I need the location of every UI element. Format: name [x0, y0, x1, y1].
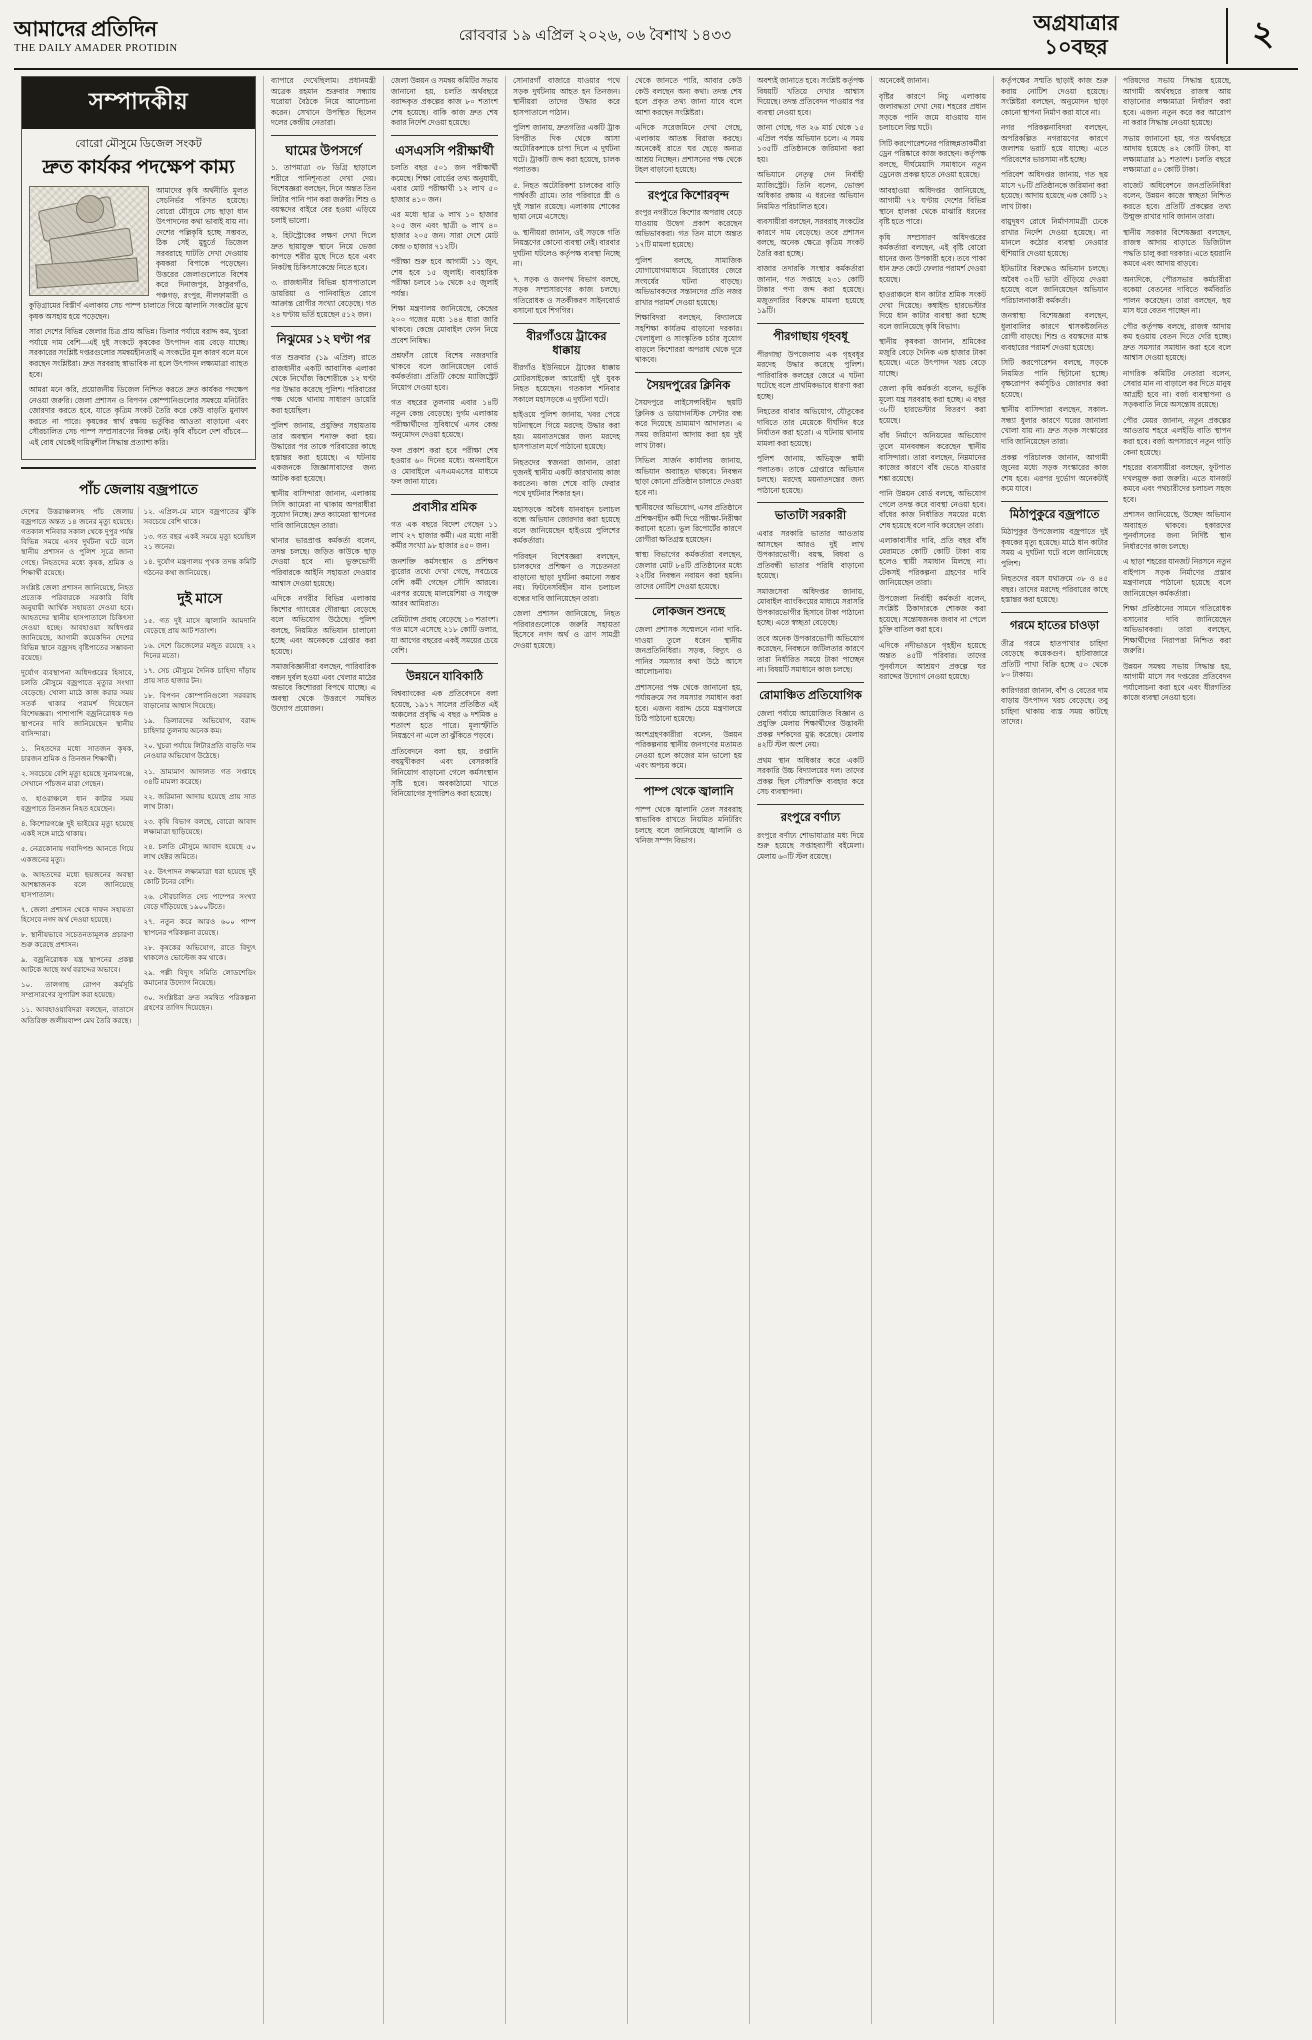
col1-list-item: ৩০. সংশ্লিষ্টরা দ্রুত সমন্বিত পরিকল্পনা গ্রহণের তাগিদ দিয়েছেন। [143, 993, 256, 1013]
col6-para-2: অভিযানে নেতৃত্ব দেন নির্বাহী ম্যাজিস্ট্রেট। তিনি বলেন, ভোক্তা অধিকার রক্ষায় এ ধরনের অভিযান নিয়মিত পরিচালিত হবে। [757, 170, 864, 211]
col7-para-1: বৃষ্টির কারণে নিচু এলাকায় জলাবদ্ধতা দেখা দেয়। শহরের প্রধান সড়কে পানি জমে যাওয়ায় যান চলাচলে বিঘ্ন ঘটে। [879, 91, 986, 133]
col6-para-10: তবে অনেক উপকারভোগী অভিযোগ করেছেন, নিবন্ধনে জটিলতার কারণে তারা নির্ধারিত সময়ে টাকা পাচ্ছেন না। বিষয়টি সমাধানে কাজ চলছে। [757, 633, 864, 675]
col7-para-3: আবহাওয়া অধিদপ্তর জানিয়েছে, আগামী ৭২ ঘণ্টায় দেশের বিভিন্ন স্থানে হালকা থেকে মাঝারি ধরনের বৃষ্টি হতে পারে। [879, 185, 986, 227]
col6-para-11: জেলা পর্যায়ে আয়োজিত বিজ্ঞান ও প্রযুক্তি মেলায় শিক্ষার্থীদের উদ্ভাবনী প্রকল্প দর্শকদের মুগ্ধ করেছে। মেলায় ৪২টি স্টল অংশ নেয়। [757, 708, 864, 750]
col1-list-item: ২৩. কৃষি বিভাগ বলছে, বোরো আবাদ লক্ষ্যমাত্রা ছাড়িয়েছে। [143, 817, 256, 836]
col3-para-12: প্রতিবেদনে বলা হয়, রপ্তানি বহুমুখীকরণ এবং বেসরকারি বিনিয়োগ বাড়ানো গেলে কর্মসংস্থান সৃষ্টি হবে। অবকাঠামো খাতে বিনিয়োগের সুপারিশও করা হয়েছে। [391, 746, 498, 799]
col8-para-10: নিহতদের বয়স যথাক্রমে ৩৮ ও ৪৫ বছর। তাদের মরদেহ পরিবারের কাছে হস্তান্তর করা হয়েছে। [1001, 574, 1108, 605]
col7-para-12: এদিকে নদীভাঙনে গৃহহীন হয়েছে অন্তত ৪৫টি পরিবার। তাদের পুনর্বাসনে আশ্রয়ণ প্রকল্পে ঘর বরাদ্দের উদ্যোগ নেওয়া হয়েছে। [879, 640, 986, 682]
col1-list-item: ১৩. গত বছর একই সময়ে মৃত্যু হয়েছিল ২১ জনের। [143, 533, 256, 552]
editorial-body [22, 186, 255, 448]
col6-para-6: নিহতের বাবার অভিযোগ, যৌতুকের দাবিতে তার মেয়েকে দীর্ঘদিন ধরে নির্যাতন করা হতো। এ ঘটনায় থানায় মামলা করা হয়েছে। [757, 407, 864, 448]
col1-para-2: সংশ্লিষ্ট জেলা প্রশাসন জানিয়েছে, নিহত প্রত্যেক পরিবারকে সরকারি বিধি অনুযায়ী আর্থিক সহায়তা দেওয়া হবে। আহতদের স্থানীয় হাসপাতালে চিকিৎসা দেওয়া হচ্ছে। আবহাওয়া অধিদপ্তর জানিয়েছে, আগামী কয়েকদিন দেশের বিভিন্ন স্থানে বজ্রসহ বৃষ্টিপাতের সম্ভাবনা রয়েছে। [21, 583, 134, 663]
col5-heading-4: পাম্প থেকে জ্বালানি [643, 785, 734, 798]
col3-para-9: জনশক্তি কর্মসংস্থান ও প্রশিক্ষণ ব্যুরোর তথ্যে দেখা গেছে, সবচেয়ে বেশি কর্মী গেছেন সৌদি আরবে। এরপর রয়েছে মালয়েশিয়া ও সংযুক্ত আরব আমিরাত। [391, 556, 498, 609]
col7-para-9: পানি উন্নয়ন বোর্ড বলছে, অভিযোগ পেলে তদন্ত করে ব্যবস্থা নেওয়া হবে। বাঁধের কাজ নির্ধারিত সময়ের মধ্যে শেষ হয়েছে বলে দাবি করেছেন তারা। [879, 489, 986, 530]
col2-para-1: ১. তাপমাত্রা ৩৮ ডিগ্রি ছাড়ালে শরীরে পানিশূন্যতা দেখা দেয়। বিশেষজ্ঞরা বলছেন, দিনে অন্তত তিন লিটার পানি পান করা জরুরি। শিশু ও বয়স্কদের বাইরে বের হওয়া এড়িয়ে চলাই ভালো। [271, 163, 376, 225]
col9-para-4: অন্যদিকে, পৌরসভার কর্মচারীরা বকেয়া বেতনের দাবিতে কর্মবিরতি পালন করেছেন। তারা বলছেন, ছয় মাস ধরে বেতন পাচ্ছেন না। [1123, 274, 1231, 316]
editorial-kicker: বোরো মৌসুমে ডিজেল সংকট [75, 138, 202, 150]
col1-list-item: ১২. এপ্রিল-মে মাসে বজ্রপাতের ঝুঁকি সবচেয়ে বেশি থাকে। [143, 508, 256, 527]
masthead [14, 8, 1298, 70]
col4-para-2: ৫. নিহত অটোরিকশা চালকের বাড়ি পার্শ্ববর্তী গ্রামে। তার পরিবারে স্ত্রী ও দুই সন্তান রয়েছে। এলাকায় শোকের ছায়া নেমে এসেছে। [513, 180, 620, 222]
publication-date: রোববার ১৯ এপ্রিল ২০২৬, ০৬ বৈশাখ ১৪৩৩ [458, 27, 732, 44]
col7-para-10: এলাকাবাসীর দাবি, প্রতি বছর বাঁধ মেরামতে কোটি কোটি টাকা ব্যয় হলেও স্থায়ী সমাধান মিলছে না। টেকসই পরিকল্পনা গ্রহণের দাবি জানিয়েছেন তারা। [879, 536, 986, 588]
col1-list-item: ৬. আহতদের মধ্যে ছয়জনের অবস্থা আশঙ্কাজনক বলে জানিয়েছে হাসপাতাল। [21, 870, 134, 899]
col1-list-item: ৭. জেলা প্রশাসন থেকে দাফন সহায়তা হিসেবে নগদ অর্থ দেওয়া হয়েছে। [21, 905, 134, 924]
column-5 [628, 76, 750, 2024]
col1-para-3: দুর্যোগ ব্যবস্থাপনা অধিদপ্তরের হিসাবে, চলতি মৌসুমে বজ্রপাতে মৃত্যুর সংখ্যা বেড়েছে। খোলা মাঠে কাজ করার সময় সতর্ক থাকার পরামর্শ দিয়েছেন বিশেষজ্ঞরা। পাশাপাশি বজ্রনিরোধক দণ্ড স্থাপনের দাবি জানিয়েছেন স্থানীয় বাসিন্দারা। [21, 669, 134, 738]
col1-list-item: ২১. ভ্রাম্যমাণ আদালত গত সপ্তাহে ৩৪টি মামলা করেছে। [143, 767, 256, 786]
col3-heading-2: প্রবাসীর শ্রমিক [412, 501, 477, 514]
col6-heading-1: পীরগাছায় গৃহবধূ [773, 330, 848, 343]
col6-para-1: জানা গেছে, গত ২৬ মার্চ থেকে ১৫ এপ্রিল পর্যন্ত অভিযান চলে। এ সময় ১৩৫টি প্রতিষ্ঠানকে জরিমানা করা হয়। [757, 123, 864, 164]
col9-para-1: সভায় জানানো হয়, গত অর্থবছরে আদায় হয়েছে ৪২ কোটি টাকা, যা লক্ষ্যমাত্রার ৯১ শতাংশ। চলতি বছরে লক্ষ্যমাত্রা ৫০ কোটি টাকা। [1123, 133, 1231, 175]
col2-lead-para: ব্যাপারে দেখেছিলাম। প্রধানমন্ত্রী অত্রেক রহমান শুক্রবার সন্ধ্যায় ঘরোয়া বৈঠকে নিয়ে আলোচনা করেন। সেখানে উপস্থিত ছিলেন দলের কেন্দ্রীয় নেতারা। [271, 76, 376, 128]
col9-para-2: বাজেট অধিবেশনে জনপ্রতিনিধিরা বলেন, উন্নয়ন কাজে স্বচ্ছতা নিশ্চিত করতে হবে। প্রতিটি প্রকল্পের তথ্য উন্মুক্ত রাখার দাবি জানান তারা। [1123, 180, 1231, 222]
col4-para-7: নিহতদের স্বজনরা জানান, তারা দুজনই স্থানীয় একটি কারখানায় কাজ করতেন। কাজ শেষে বাড়ি ফেরার পথে দুর্ঘটনার শিকার হন। [513, 457, 620, 499]
editorial-box [21, 76, 256, 460]
col6-heading-3: রোমাঞ্চিত প্রতিযোগিক [759, 689, 862, 702]
col1-list-item: ১৮. বিপণন কোম্পানিগুলো সরবরাহ বাড়ানোর আশ্বাস দিয়েছে। [143, 692, 256, 711]
col5-para-10: প্রশাসনের পক্ষ থেকে জানানো হয়, পর্যায়ক্রমে সব সমস্যার সমাধান করা হবে। এজন্য বরাদ্দ চেয়ে মন্ত্রণালয়ে চিঠি পাঠানো হয়েছে। [635, 682, 742, 724]
col8-para-3: বায়ুদূষণ রোধে নির্মাণসামগ্রী ঢেকে রাখার নির্দেশ দেওয়া হয়েছে। না মানলে কঠোর ব্যবস্থা নেওয়ার হুঁশিয়ারি দেওয়া হয়েছে। [1001, 217, 1108, 258]
column-3 [384, 76, 506, 2024]
col7-para-11: উপজেলা নির্বাহী কর্মকর্তা বলেন, সংশ্লিষ্ট ঠিকাদারকে শোকজ করা হয়েছে। সন্তোষজনক জবাব না পেলে চুক্তি বাতিল করা হবে। [879, 593, 986, 635]
col9-para-6: নাগরিক কমিটির নেতারা বলেন, সেবার মান না বাড়ালে কর দিতে মানুষ আগ্রহী হবে না। বর্জ্য ব্যবস্থাপনা ও সড়কবাতি নিয়ে অসন্তোষ রয়েছে। [1123, 368, 1231, 410]
col6-lead-para: অবশ্যই জানাতে হবে। সংশ্লিষ্ট কর্তৃপক্ষ বিষয়টি খতিয়ে দেখার আশ্বাস দিয়েছে। তদন্ত প্রতিবেদন পাওয়ার পর ব্যবস্থা নেওয়া হবে। [757, 76, 864, 117]
col3-para-1: চলতি বছর ৫০১ জন পরীক্ষার্থী কমেছে। শিক্ষা বোর্ডের তথ্য অনুযায়ী, এবার মোট পরীক্ষার্থী ১২ লাখ ৫০ হাজার ৪১০ জন। [391, 163, 498, 204]
col1-article-1 [21, 507, 256, 1026]
col8-para-2: পরিবেশ অধিদপ্তর জানায়, গত ছয় মাসে ৭৮টি প্রতিষ্ঠানকে জরিমানা করা হয়েছে। আদায় হয়েছে এক কোটি ১২ লাখ টাকা। [1001, 170, 1108, 211]
col4-para-5: বীরগাঁও ইউনিয়নে ট্রাকের ধাক্কায় মোটরসাইকেল আরোহী দুই যুবক নিহত হয়েছেন। গতকাল শনিবার সকালে মহাসড়কে এ দুর্ঘটনা ঘটে। [513, 363, 620, 404]
col7-para-5: হাওরাঞ্চলে ধান কাটার শ্রমিক সংকট দেখা দিয়েছে। কম্বাইন্ড হারভেস্টার দিয়ে ধান কাটার ব্যবস্থা করা হচ্ছে বলে জানিয়েছে কৃষি বিভাগ। [879, 290, 986, 331]
col8-para-12: কারিগররা জানান, বাঁশ ও বেতের দাম বাড়ায় উৎপাদন খরচ বেড়েছে। তবু চাহিদা থাকায় ব্যস্ত সময় কাটছে তাদের। [1001, 685, 1108, 727]
col6-para-8: এবার সরকারি ভাতার আওতায় আসছেন আরও দুই লাখ উপকারভোগী। বয়স্ক, বিধবা ও প্রতিবন্ধী ভাতার পরিধি বাড়ানো হয়েছে। [757, 529, 864, 581]
col8-para-11: তীব্র গরমে হাতপাখার চাহিদা বেড়েছে কয়েকগুণ। হাটবাজারে প্রতিটি পাখা বিক্রি হচ্ছে ৫০ থেকে ৮০ টাকায়। [1001, 638, 1108, 680]
col2-para-6: স্থানীয় বাসিন্দারা জানান, এলাকায় সিসি ক্যামেরা না থাকায় অপরাধীরা সুযোগ নিচ্ছে। দ্রুত ক্যামেরা স্থাপনের দাবি জানিয়েছেন তারা। [271, 489, 376, 530]
col1-list-item: ১৪. দুর্যোগ মন্ত্রণালয় পৃথক তদন্ত কমিটি গঠনের কথা জানিয়েছে। [143, 558, 256, 577]
col4-lead-para: সোনারগাঁ বাজারে যাওয়ার পথে সড়ক দুর্ঘটনায় আহত হন তিনজন। স্থানীয়রা তাদের উদ্ধার করে হাসপাতালে পাঠান। [513, 76, 620, 117]
col4-para-3: ৬. স্থানীয়রা জানান, ওই সড়কে গতি নিয়ন্ত্রণের কোনো ব্যবস্থা নেই। বারবার দুর্ঘটনা ঘটলেও কর্তৃপক্ষ ব্যবস্থা নিচ্ছে না। [513, 227, 620, 269]
newspaper-logo-english: THE DAILY AMADER PROTIDIN [14, 42, 178, 54]
col1-list-item: ১১. আবহাওয়াবিদরা বলছেন, বাতাসে অতিরিক্ত জলীয়বাষ্প মেঘ তৈরি করছে। [21, 1006, 134, 1025]
col6-heading-4: রংপুরে বর্ণাঢ্য [780, 811, 841, 824]
col1-para-1: দেশের উত্তরাঞ্চলসহ পাঁচ জেলায় বজ্রপাতে অন্তত ১৪ জনের মৃত্যু হয়েছে। গতকাল শনিবার সকাল থেকে দুপুর পর্যন্ত বিভিন্ন সময়ে এসব দুর্ঘটনা ঘটে বলে স্থানীয় প্রশাসন ও পুলিশ সূত্রে জানা গেছে। নিহতদের মধ্যে কৃষক, শ্রমিক ও শিক্ষার্থী রয়েছে। [21, 508, 134, 577]
col1-list-item: ২৫. উৎপাদন লক্ষ্যমাত্রা ধরা হয়েছে দুই কোটি টনের বেশি। [143, 868, 256, 887]
page-grid [14, 76, 1298, 2024]
col6-para-4: বাজার তদারকি সংস্থার কর্মকর্তারা জানান, গত সপ্তাহে ২৩১ কোটি টাকার পণ্য জব্দ করা হয়েছে। মজুতদারির বিরুদ্ধে মামলা হয়েছে ১৯টি। [757, 264, 864, 316]
col8-para-4: ইটভাটার বিরুদ্ধেও অভিযান চলছে। অবৈধ ৩২টি ভাটা গুঁড়িয়ে দেওয়া হয়েছে বলে জানিয়েছেন অভিযান পরিচালনাকারী কর্মকর্তা। [1001, 264, 1108, 305]
col2-para-7: থানার ভারপ্রাপ্ত কর্মকর্তা বলেন, তদন্ত চলছে। জড়িত কাউকে ছাড় দেওয়া হবে না। ভুক্তভোগী পরিবারকে আইনি সহায়তা দেওয়ার আশ্বাস দেওয়া হয়েছে। [271, 536, 376, 588]
col1-list-item: ১৬. দেশে ডিজেলের মজুত রয়েছে ২২ দিনের মতো। [143, 641, 256, 660]
col1-list-item: ৯. বজ্রনিরোধক যন্ত্র স্থাপনের প্রকল্প আটকে আছে অর্থ বরাদ্দের অভাবে। [21, 956, 134, 975]
col6-para-9: সমাজসেবা অধিদপ্তর জানায়, মোবাইল ব্যাংকিংয়ের মাধ্যমে সরাসরি উপকারভোগীর হিসাবে টাকা পাঠানো হচ্ছে। এতে স্বচ্ছতা বেড়েছে। [757, 586, 864, 628]
col1-list-item: ২৮. কৃষকের অভিযোগ, রাতে বিদ্যুৎ থাকলেও ভোল্টেজ কম থাকে। [143, 943, 256, 962]
page-number: ২ [1226, 8, 1298, 64]
col4-heading-1: বীরগাঁওয়ে ট্রাকের ধাক্কায় [526, 330, 607, 357]
col9-para-9: প্রশাসন জানিয়েছে, উচ্ছেদ অভিযান অব্যাহত থাকবে। হকারদের পুনর্বাসনের জন্য নির্দিষ্ট স্থান নির্ধারণের কাজ চলছে। [1123, 510, 1231, 551]
col2-heading-1: ঘামের উপসর্গে [285, 142, 362, 158]
editorial-banner: সম্পাদকীয় [22, 77, 255, 129]
col9-para-8: শহরের ব্যবসায়ীরা বলছেন, ফুটপাত দখলমুক্ত করা জরুরি। এতে যানজট কমবে এবং পথচারীদের চলাচল সহজ হবে। [1123, 463, 1231, 504]
col4-para-9: পরিবহন বিশেষজ্ঞরা বলছেন, চালকদের প্রশিক্ষণ ও সচেতনতা বাড়ানো ছাড়া দুর্ঘটনা কমানো সম্ভব নয়। ফিটনেসবিহীন যান চলাচল বন্ধের দাবি জানিয়েছেন তারা। [513, 551, 620, 603]
col5-para-2: রংপুর নগরীতে কিশোর অপরাধ বেড়ে যাওয়ায় উদ্বেগ প্রকাশ করেছেন অভিভাবকরা। গত তিন মাসে অন্তত ১৭টি মামলা হয়েছে। [635, 208, 742, 249]
col3-para-5: প্রশ্নফাঁস রোধে বিশেষ নজরদারি থাকবে বলে জানিয়েছেন বোর্ড কর্মকর্তারা। প্রতিটি কেন্দ্রে ম্যাজিস্ট্রেট নিয়োগ দেওয়া হবে। [391, 351, 498, 392]
col5-para-4: শিক্ষাবিদরা বলছেন, বিদ্যালয়ে সহশিক্ষা কার্যক্রম বাড়ানো দরকার। খেলাধুলা ও সাংস্কৃতিক চর্চার সুযোগ বাড়লে কিশোররা অপরাধ থেকে দূরে থাকবে। [635, 313, 742, 365]
col9-para-3: স্থানীয় সরকার বিশেষজ্ঞরা বলছেন, রাজস্ব আদায় বাড়াতে ডিজিটাল পদ্ধতি চালু করা দরকার। এতে হয়রানি কমবে এবং আদায় বাড়বে। [1123, 227, 1231, 269]
col8-para-7: স্থানীয় বাসিন্দারা বলছেন, সকাল-সন্ধ্যা ধুলার কারণে ঘরের জানালা খোলা যায় না। দ্রুত সড়ক সংস্কারের দাবি জানিয়েছেন তারা। [1001, 405, 1108, 446]
col1-list-item: ৮. স্থানীয়ভাবে সচেতনতামূলক প্রচারণা শুরু করেছে প্রশাসন। [21, 931, 134, 950]
col8-para-1: নগর পরিকল্পনাবিদরা বলছেন, অপরিকল্পিত নগরায়ণের কারণে জলাশয় ভরাট হয়ে যাচ্ছে। এতে পরিবেশের ভারসাম্য নষ্ট হচ্ছে। [1001, 123, 1108, 164]
col1-list-item: ২৬. সৌরচালিত সেচ পাম্পের সংখ্যা বেড়ে দাঁড়িয়েছে ১৯০০টিতে। [143, 893, 256, 912]
col1-list-item: ৪. কিশোরগঞ্জে দুই ভাইয়ের মৃত্যু হয়েছে একই সঙ্গে মাঠে থাকায়। [21, 820, 134, 839]
col1-list-item: ১৭. সেচ মৌসুমে দৈনিক চাহিদা দাঁড়ায় প্রায় সাত হাজার টন। [143, 666, 256, 685]
col9-para-10: এ ছাড়া শহরের যানজট নিরসনে নতুন বাইপাস সড়ক নির্মাণের প্রস্তাব মন্ত্রণালয়ে পাঠানো হয়েছে বলে জানিয়েছেন কর্মকর্তারা। [1123, 557, 1231, 598]
col1-list-item: ২২. জরিমানা আদায় হয়েছে প্রায় সাত লাখ টাকা। [143, 792, 256, 811]
col3-para-6: গত বছরের তুলনায় এবার ১৪টি নতুন কেন্দ্র বেড়েছে। দুর্গম এলাকায় পরীক্ষার্থীদের সুবিধার্থে এসব কেন্দ্র অনুমোদন দেওয়া হয়েছে। [391, 398, 498, 440]
col1-heading-1: পাঁচ জেলায় বজ্রপাতে [79, 483, 198, 499]
col1-heading-2: দুই মাসে [177, 591, 223, 607]
col8-para-5: জনস্বাস্থ্য বিশেষজ্ঞরা বলছেন, ধুলাবালির কারণে শ্বাসকষ্টজনিত রোগী বাড়ছে। শিশু ও বয়স্কদের মাস্ক ব্যবহারের পরামর্শ দেওয়া হয়েছে। [1001, 311, 1108, 352]
col2-para-8: এদিকে নগরীর বিভিন্ন এলাকায় কিশোর গ্যাংয়ের দৌরাত্ম্য বেড়েছে বলে অভিযোগ উঠেছে। পুলিশ বলছে, নিয়মিত অভিযান চালানো হচ্ছে এবং অনেককে গ্রেপ্তার করা হয়েছে। [271, 594, 376, 656]
col9-para-11: শিক্ষা প্রতিষ্ঠানের সামনে গতিরোধক বসানোর দাবি জানিয়েছেন অভিভাবকরা। তারা বলছেন, শিক্ষার্থীদের নিরাপত্তা নিশ্চিত করা জরুরি। [1123, 604, 1231, 656]
col1-list-item: ২৪. চলতি মৌসুমে আবাদ হয়েছে ৫০ লাখ হেক্টর জমিতে। [143, 843, 256, 862]
col3-para-10: রেমিট্যান্স প্রবাহ বেড়েছে ১৩ শতাংশ। গত মাসে এসেছে ২১৮ কোটি ডলার, যা আগের বছরের একই সময়ের চেয়ে বেশি। [391, 614, 498, 656]
col3-para-2: এর মধ্যে ছাত্র ৬ লাখ ১০ হাজার ২০৫ জন এবং ছাত্রী ৬ লাখ ৪০ হাজার ২০৫ জন। সারা দেশে মোট কেন্দ্র ৩ হাজার ৭১২টি। [391, 210, 498, 251]
col3-para-4: শিক্ষা মন্ত্রণালয় জানিয়েছে, কেন্দ্রের ২০০ গজের মধ্যে ১৪৪ ধারা জারি থাকবে। কেন্দ্রে মোবাইল ফোন নিয়ে প্রবেশ নিষিদ্ধ। [391, 304, 498, 345]
col2-para-3: ৩. রাজধানীর বিভিন্ন হাসপাতালে ডায়রিয়া ও পানিবাহিত রোগে আক্রান্ত রোগীর সংখ্যা বেড়েছে। গত ২৪ ঘণ্টায় ভর্তি হয়েছেন ৫১২ জন। [271, 278, 376, 319]
col4-para-4: ৭. সড়ক ও জনপথ বিভাগ বলছে, সড়ক সম্প্রসারণের কাজ চলছে। গতিরোধক ও সতর্কীকরণ সাইনবোর্ড বসানো হবে শিগগির। [513, 274, 620, 316]
col4-para-10: জেলা প্রশাসন জানিয়েছে, নিহত পরিবারগুলোকে জরুরি সহায়তা হিসেবে নগদ অর্থ ও ত্রাণ সামগ্রী দেওয়া হয়েছে। [513, 609, 620, 650]
col9-lead-para: পরিষদের সভায় সিদ্ধান্ত হয়েছে, আগামী অর্থবছরে রাজস্ব আয় বাড়ানোর লক্ষ্যমাত্রা নির্ধারণ করা হবে। এজন্য নতুন করে কর আরোপ না করার সিদ্ধান্ত নেওয়া হয়েছে। [1123, 76, 1231, 128]
col1-list-item: ২০. খুচরা পর্যায়ে লিটারপ্রতি বাড়তি দাম নেওয়ার অভিযোগ উঠেছে। [143, 742, 256, 761]
col6-para-3: ব্যবসায়ীরা বলছেন, সরবরাহ সংকটের কারণে দাম বেড়েছে। তবে প্রশাসন বলছে, অনেক ক্ষেত্রে কৃত্রিম সংকট তৈরি করা হচ্ছে। [757, 217, 864, 258]
col8-para-9: মিঠাপুকুর উপজেলায় বজ্রপাতে দুই কৃষকের মৃত্যু হয়েছে। মাঠে ধান কাটার সময় এ দুর্ঘটনা ঘটে বলে জানিয়েছে পুলিশ। [1001, 527, 1108, 568]
col5-para-8: স্বাস্থ্য বিভাগের কর্মকর্তারা বলছেন, জেলার মোট ৮৪টি প্রতিষ্ঠানের মধ্যে ২২টির নিবন্ধন নবায়ন করা হয়নি। তাদের নোটিশ দেওয়া হয়েছে। [635, 550, 742, 591]
column-6 [750, 76, 872, 2024]
col5-para-1: এদিকে সরেজমিনে দেখা গেছে, এলাকায় আতঙ্ক বিরাজ করছে। অনেকেই রাতে ঘর ছেড়ে অন্যত্র আশ্রয় নিচ্ছেন। প্রশাসনের পক্ষ থেকে টহল বাড়ানো হয়েছে। [635, 123, 742, 175]
col5-para-7: স্থানীয়দের অভিযোগ, এসব প্রতিষ্ঠানে প্রশিক্ষণহীন কর্মী দিয়ে পরীক্ষা-নিরীক্ষা করানো হতো। ভুল রিপোর্টের কারণে রোগীরা ক্ষতিগ্রস্ত হয়েছেন। [635, 503, 742, 544]
col6-para-12: প্রথম স্থান অধিকার করে একটি সরকারি উচ্চ বিদ্যালয়ের দল। তাদের প্রকল্প ছিল সৌরশক্তি ব্যবহার করে সেচ ব্যবস্থাপনা। [757, 755, 864, 797]
col3-heading-3: উন্নয়নে যাবিকাঠি [405, 670, 484, 683]
col1-list-item: ২. সবচেয়ে বেশি মৃত্যু হয়েছে সুনামগঞ্জে, সেখানে পাঁচজন মারা গেছেন। [21, 770, 134, 789]
col1-list-item: ২৯. পল্লী বিদ্যুৎ সমিতি লোডশেডিং কমানোর উদ্যোগ নিয়েছে। [143, 968, 256, 987]
col5-para-6: সিভিল সার্জন কার্যালয় জানায়, অভিযান অব্যাহত থাকবে। নিবন্ধন ছাড়া কোনো প্রতিষ্ঠান চালাতে দেওয়া হবে না। [635, 456, 742, 497]
col2-para-9: সমাজবিজ্ঞানীরা বলছেন, পারিবারিক বন্ধন দুর্বল হওয়া এবং খেলার মাঠের অভাবে কিশোররা বিপথে যাচ্ছে। এ অবস্থা থেকে উত্তরণে সমন্বিত উদ্যোগ প্রয়োজন। [271, 662, 376, 714]
col2-para-4: গত শুক্রবার (১৯ এপ্রিল) রাতে রাজধানীর একটি আবাসিক এলাকা থেকে নিখোঁজ কিশোরীকে ১২ ঘণ্টা পর উদ্ধার করেছে পুলিশ। পরিবারের পক্ষ থেকে থানায় সাধারণ ডায়েরি করা হয়েছিল। [271, 353, 376, 415]
col4-para-1: পুলিশ জানায়, দ্রুতগতির একটি ট্রাক বিপরীত দিক থেকে আসা অটোরিকশাকে চাপা দিলে এ দুর্ঘটনা ঘটে। ট্রাকটি জব্দ করা হয়েছে, চালক পলাতক। [513, 123, 620, 175]
col6-heading-2: ভাতাটা সরকারী [774, 510, 847, 523]
col1-list-item: ৩. হাওরাঞ্চলে ধান কাটার সময় বজ্রপাতে তিনজন নিহত হয়েছেন। [21, 795, 134, 814]
slogan-line-1: অগ্রযাত্রার [1033, 11, 1119, 36]
col8-para-8: প্রকল্প পরিচালক জানান, আগামী জুনের মধ্যে সড়ক সংস্কারের কাজ শেষ হবে। এরপর দুর্ভোগ অনেকটাই কমে যাবে। [1001, 452, 1108, 494]
col5-heading-2: সৈয়দপুরের ক্লিনিক [646, 379, 731, 392]
col5-heading-1: রংপুরে কিশোরবৃন্দ [648, 189, 729, 202]
masthead-slogan-block [926, 8, 1226, 64]
col3-para-7: ফল প্রকাশ করা হবে পরীক্ষা শেষ হওয়ার ৬০ দিনের মধ্যে। অনলাইনে ও মোবাইলে এসএমএসের মাধ্যমে ফল জানা যাবে। [391, 445, 498, 487]
col8-heading-1: মিঠাপুকুরে বজ্রপাতে [1009, 508, 1100, 521]
col3-para-8: গত এক বছরে বিদেশ গেছেন ১১ লাখ ২৭ হাজার কর্মী। এর মধ্যে নারী কর্মীর সংখ্যা ৯৮ হাজার ৪৫০ জন। [391, 520, 498, 551]
col7-para-6: স্থানীয় কৃষকরা জানান, শ্রমিকের মজুরি বেড়ে দৈনিক এক হাজার টাকা হয়েছে। এতে উৎপাদন খরচ বেড়ে যাচ্ছে। [879, 337, 986, 378]
column-4 [506, 76, 628, 2024]
editorial-title: দ্রুত কার্যকর পদক্ষেপ কাম্য [42, 157, 235, 178]
col1-list-item: ১৫. গত দুই মাসে জ্বালানি আমদানি বেড়েছে প্রায় আট শতাংশ। [143, 616, 256, 635]
col1-list-item: ১৯. ডিলারদের অভিযোগ, বরাদ্দ চাহিদার তুলনায় অনেক কম। [143, 717, 256, 736]
masthead-logo-block [14, 8, 264, 64]
col5-para-5: সৈয়দপুরে লাইসেন্সবিহীন ছয়টি ক্লিনিক ও ডায়াগনস্টিক সেন্টার বন্ধ করে দিয়েছে ভ্রাম্যমাণ আদালত। এ সময় জরিমানা আদায় করা হয় দুই লাখ টাকা। [635, 398, 742, 450]
editorial-cartoon [29, 186, 149, 296]
col7-para-4: কৃষি সম্প্রসারণ অধিদপ্তরের কর্মকর্তারা বলছেন, এই বৃষ্টি বোরো ধানের জন্য উপকারী হবে। তবে পাকা ধান দ্রুত কেটে ফেলার পরামর্শ দেওয়া হয়েছে। [879, 232, 986, 284]
col2-heading-2: নিঝুমের ১২ ঘণ্টা পর [276, 334, 371, 347]
column-9 [1116, 76, 1238, 2024]
editorial-paragraph-3: আমরা মনে করি, প্রয়োজনীয় ডিজেল নিশ্চিত করতে দ্রুত কার্যকর পদক্ষেপ নেওয়া জরুরি। জেলা প্রশাসন ও বিপণন কোম্পানিগুলোর সমন্বয়ে মনিটরিং জোরদার করতে হবে, যাতে কৃত্রিম সংকট তৈরি করে কেউ বাড়তি মুনাফা করতে না পারে। কৃষকের স্বার্থ রক্ষায় ভর্তুকির আওতা বাড়ানো এবং সৌরচালিত সেচ পাম্প সম্প্রসারণের বিকল্প নেই। কৃষি বাঁচলে দেশ বাঁচবে—এই বোধ থেকেই দায়িত্বশীল সিদ্ধান্ত প্রত্যাশা করি। [29, 385, 248, 447]
col4-para-6: হাইওয়ে পুলিশ জানায়, খবর পেয়ে ঘটনাস্থলে গিয়ে মরদেহ উদ্ধার করা হয়। ময়নাতদন্তের জন্য মরদেহ হাসপাতাল মর্গে পাঠানো হয়েছে। [513, 410, 620, 452]
newspaper-logo-bangla: আমাদের প্রতিদিন [14, 16, 157, 41]
col5-para-12: পাম্প থেকে জ্বালানি তেল সরবরাহ স্বাভাবিক রাখতে নিয়মিত মনিটরিং চলছে বলে জানিয়েছে জ্বালানি ও খনিজ সম্পদ বিভাগ। [635, 804, 742, 846]
col5-para-9: জেলা প্রশাসক সম্মেলনে নানা দাবি-দাওয়া তুলে ধরেন স্থানীয় জনপ্রতিনিধিরা। সড়ক, বিদ্যুৎ ও পানির সমস্যার কথা উঠে আসে আলোচনায়। [635, 625, 742, 677]
col6-para-13: রংপুরে বর্ণাঢ্য শোভাযাত্রার মধ্য দিয়ে শুরু হয়েছে সপ্তাহব্যাপী বইমেলা। মেলায় ৬০টি স্টল রয়েছে। [757, 830, 864, 861]
col7-lead-para: অনেকেই জানান। [879, 76, 929, 85]
col1-list-item: ১. নিহতদের মধ্যে সাতজন কৃষক, চারজন শ্রমিক ও তিনজন শিক্ষার্থী। [21, 744, 134, 763]
col8-lead-para: কর্তৃপক্ষের সম্মতি ছাড়াই কাজ শুরু করায় নোটিশ দেওয়া হয়েছে। সংশ্লিষ্টরা বলছেন, অনুমোদন ছাড়া কোনো স্থাপনা নির্মাণ করা যাবে না। [1001, 76, 1108, 117]
masthead-date-block [264, 8, 926, 64]
col5-heading-3: লোকজন শুনছে [652, 606, 725, 619]
col4-para-8: মহাসড়কে অবৈধ যানবাহন চলাচল বন্ধে অভিযান জোরদার করা হয়েছে বলে জানিয়েছেন হাইওয়ে পুলিশের কর্মকর্তারা। [513, 504, 620, 546]
col2-para-2: ২. হিটস্ট্রোকের লক্ষণ দেখা দিলে দ্রুত ছায়াযুক্ত স্থানে নিয়ে ভেজা কাপড়ে শরীর মুছে দিতে হবে এবং নিকটস্থ চিকিৎসাকেন্দ্রে নিতে হবে। [271, 231, 376, 272]
col9-para-7: পৌর মেয়র জানান, নতুন প্রকল্পের আওতায় শহরে এলইডি বাতি স্থাপন করা হবে। বর্জ্য অপসারণে নতুন গাড়ি কেনা হয়েছে। [1123, 415, 1231, 457]
col9-para-12: উন্নয়ন সমন্বয় সভায় সিদ্ধান্ত হয়, আগামী মাসে সব দপ্তরের প্রতিবেদন পর্যালোচনা করা হবে এবং ধীরগতির কাজে ব্যবস্থা নেওয়া হবে। [1123, 661, 1231, 703]
col6-para-7: পুলিশ জানায়, অভিযুক্ত স্বামী পলাতক। তাকে গ্রেপ্তারে অভিযান চলছে। মরদেহ ময়নাতদন্তের জন্য পাঠানো হয়েছে। [757, 454, 864, 495]
column-2 [264, 76, 384, 2024]
col7-para-7: জেলা কৃষি কর্মকর্তা বলেন, ভর্তুকি মূল্যে যন্ত্র সরবরাহ করা হচ্ছে। এ বছর ৩৮টি হারভেস্টার বিতরণ করা হয়েছে। [879, 384, 986, 425]
column-1 [14, 76, 264, 2024]
col5-para-11: অংশগ্রহণকারীরা বলেন, উন্নয়ন পরিকল্পনায় স্থানীয় জনগণের মতামত নেওয়া হলে কাজের মান ভালো হয় এবং অপচয় কমে। [635, 729, 742, 771]
column-7 [872, 76, 994, 2024]
col8-para-6: সিটি করপোরেশন বলছে, সড়কে নিয়মিত পানি ছিটানো হচ্ছে। বৃক্ষরোপণ কর্মসূচিও জোরদার করা হয়েছে। [1001, 358, 1108, 399]
col7-para-8: বাঁধ নির্মাণে অনিয়মের অভিযোগ তুলে মানববন্ধন করেছেন স্থানীয় বাসিন্দারা। তারা বলছেন, নিম্নমানের কাজের কারণে বাঁধ ভেঙে যাওয়ার শঙ্কা রয়েছে। [879, 431, 986, 483]
col7-para-2: সিটি করপোরেশনের পরিচ্ছন্নতাকর্মীরা ড্রেন পরিষ্কারে কাজ করছেন। কর্তৃপক্ষ বলছে, দীর্ঘমেয়াদি সমাধানে নতুন ড্রেনেজ প্রকল্প হাতে নেওয়া হয়েছে। [879, 138, 986, 180]
col1-list-item: ২৭. নতুন করে আরও ৬০০ পাম্প স্থাপনের পরিকল্পনা রয়েছে। [143, 918, 256, 937]
col5-lead-para: থেকে জানতে পারি, আবার কেউ কেউ বলছেন অন্য কথা। তদন্ত শেষ হলে প্রকৃত তথ্য জানা যাবে বলে আশা করছেন সংশ্লিষ্টরা। [635, 76, 742, 117]
col5-para-3: পুলিশ বলছে, সামাজিক যোগাযোগমাধ্যমে বিরোধের জেরে সংঘর্ষের ঘটনা বাড়ছে। অভিভাবকদের সন্তানদের প্রতি নজর রাখার পরামর্শ দেওয়া হয়েছে। [635, 255, 742, 307]
slogan-line-2: ১০বছর [1044, 35, 1108, 59]
col6-para-5: পীরগাছা উপজেলায় এক গৃহবধূর মরদেহ উদ্ধার করেছে পুলিশ। পারিবারিক কলহের জেরে এ ঘটনা ঘটেছে বলে প্রাথমিকভাবে ধারণা করা হচ্ছে। [757, 349, 864, 401]
col9-para-5: পৌর কর্তৃপক্ষ বলছে, রাজস্ব আদায় কম হওয়ায় বেতন দিতে দেরি হচ্ছে। দ্রুত সমস্যার সমাধান করা হবে বলে আশ্বাস দেওয়া হয়েছে। [1123, 321, 1231, 363]
editorial-paragraph-1: আমাদের কৃষি অর্থনীতি মূলত সেচনির্ভর পরিণত হয়েছে। বোরো মৌসুমে সেচ ছাড়া ধান উৎপাদনের কথা ভাবাই যায় না। দেশের পল্লিকৃষি হচ্ছে সম্ভবত, ঠিক সেই মুহূর্তে ডিজেল সরবরাহে ঘাটতি দেখা দেওয়ায় কৃষকরা বিপাকে পড়েছেন। উত্তরের জেলাগুলোতে বিশেষ করে দিনাজপুর, ঠাকুরগাঁও, পঞ্চগড়, রংপুর, নীলফামারী ও কুড়িগ্রামের বিস্তীর্ণ এলাকায় সেচ পাম্প চালাতে গিয়ে জ্বালানি সংকটের মুখে কৃষক অসহায় হয়ে পড়েছেন। [29, 185, 248, 321]
col1-list-item: ১০. তালগাছ রোপণ কর্মসূচি সম্প্রসারণের সুপারিশ করা হয়েছে। [21, 981, 134, 1000]
col3-para-11: বিশ্বব্যাংকের এক প্রতিবেদনে বলা হয়েছে, ১৯১৭ সালের প্রতিষ্ঠিত এই অঞ্চলের প্রবৃদ্ধি এ বছর ৬ দশমিক ৪ শতাংশ হতে পারে। মূল্যস্ফীতি নিয়ন্ত্রণে না এলে তা ঝুঁকিতে পড়বে। [391, 689, 498, 741]
col3-heading-1: এসএসসি পরীক্ষার্থী [395, 142, 494, 158]
editorial-paragraph-2: সারা দেশের বিভিন্ন জেলার চিত্র প্রায় অভিন্ন। ডিলার পর্যায়ে বরাদ্দ কম, খুচরা পর্যায়ে দাম বেশি—এই দুই সংকটে কৃষকের উৎপাদন ব্যয় বেড়ে যাচ্ছে। সরকারের সংশ্লিষ্ট দপ্তরগুলোর সমন্বয়হীনতাই এ সংকটের মূল কারণ বলে মনে করছেন সংশ্লিষ্টরা। দ্রুত সরবরাহ স্বাভাবিক না হলে উৎপাদন লক্ষ্যমাত্রা ব্যাহত হবে। [29, 327, 248, 379]
col3-para-3: পরীক্ষা শুরু হবে আগামী ১১ জুন, শেষ হবে ১৫ জুলাই। ব্যবহারিক পরীক্ষা চলবে ১৬ থেকে ২৫ জুলাই পর্যন্ত। [391, 257, 498, 298]
col8-heading-2: গরমে হাতের চাওড়া [1009, 619, 1100, 632]
col2-para-5: পুলিশ জানায়, প্রযুক্তির সহায়তায় তার অবস্থান শনাক্ত করা হয়। উদ্ধারের পর তাকে পরিবারের কাছে হস্তান্তর করা হয়েছে। এ ঘটনায় একজনকে জিজ্ঞাসাবাদের জন্য আটক করা হয়েছে। [271, 421, 376, 483]
col3-lead-para: জেলা উন্নয়ন ও সমন্বয় কমিটির সভায় জানানো হয়, চলতি অর্থবছরে বরাদ্দকৃত প্রকল্পের কাজ ৮০ শতাংশ শেষ হয়েছে। বাকি কাজ দ্রুত শেষ করার নির্দেশ দেওয়া হয়েছে। [391, 76, 498, 128]
col1-list-item: ৫. নেত্রকোনায় গবাদিপশু আনতে গিয়ে একজনের মৃত্যু। [21, 845, 134, 864]
column-8 [994, 76, 1116, 2024]
